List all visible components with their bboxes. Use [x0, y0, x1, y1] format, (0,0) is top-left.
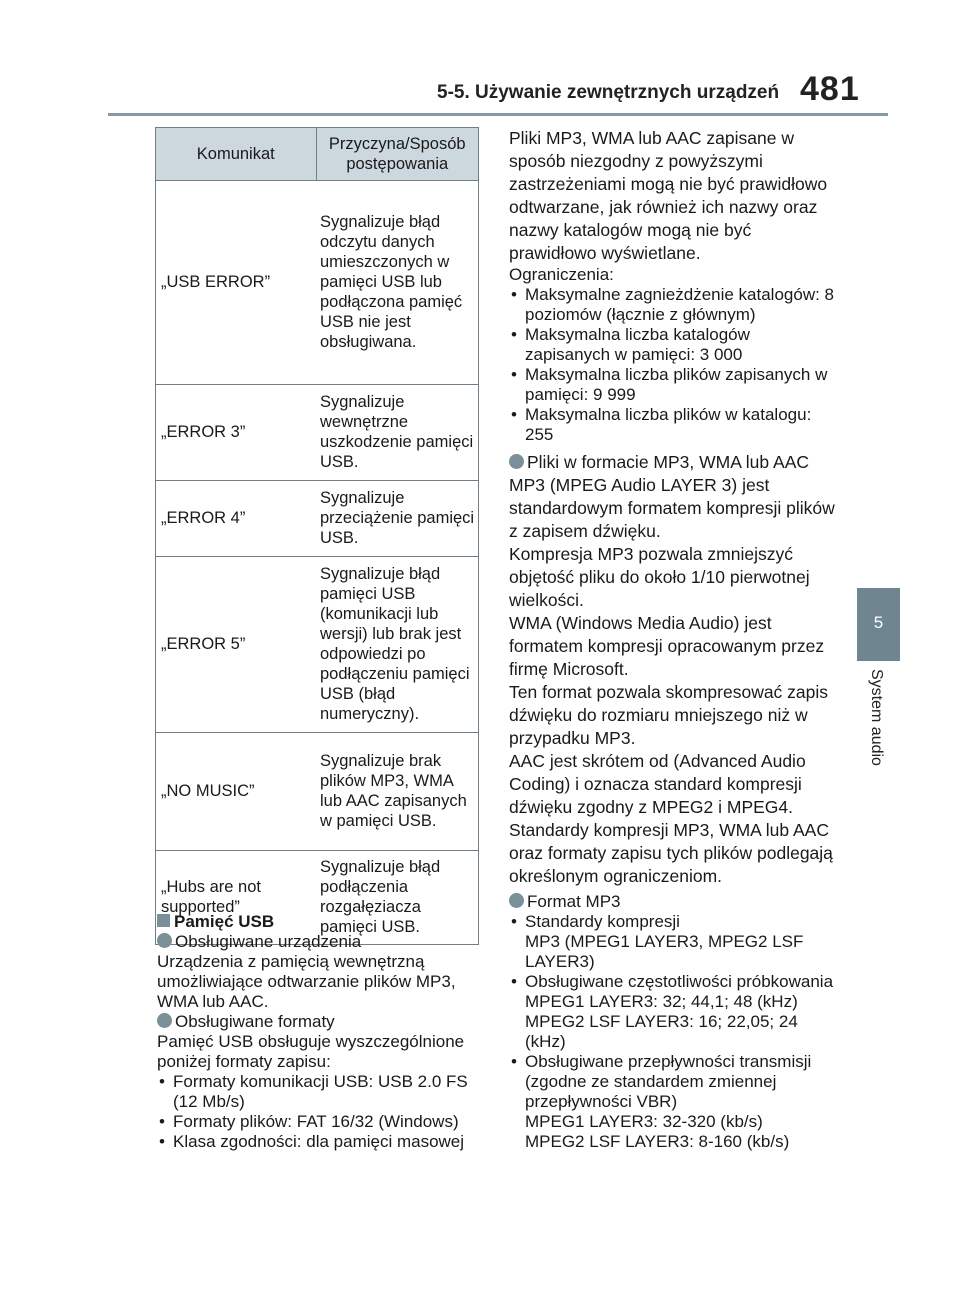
right-column [509, 127, 839, 1158]
message-cell: „ERROR 3” [156, 385, 317, 481]
table-row [156, 733, 479, 851]
page-header [0, 0, 960, 118]
list-item: • Formaty komunikacji USB: USB 2.0 FS (12 Mb/s) [157, 1072, 487, 1112]
paragraph: Kompresja MP3 pozwala zmniejszyć objętość pliku do około 1/10 pierwotnej wielkości. [509, 544, 810, 610]
list-item: • Maksymalne zagnieżdżenie katalogów: 8 poziomów (łącznie z głównym) [509, 285, 839, 325]
formats-text: Pamięć USB obsługuje wyszczególnione poniżej formaty zapisu: [157, 1032, 465, 1071]
list-item-title: • Obsługiwane przepływności transmisji (zgodne ze standardem zmiennej przepływności VBR) [525, 1052, 812, 1111]
list-item: • Maksymalna liczba plików w katalogu: 255 [509, 405, 839, 445]
intro-paragraph: Pliki MP3, WMA lub AAC zapisane w sposób niezgodny z powyższymi zastrzeżeniami mogą nie być prawidłowo odtwarzane, jak również ich nazwy oraz nazwy katalogów mogą nie być prawidłowo wyświetlane. [509, 128, 828, 263]
list-item: • Maksymalna liczba katalogów zapisanych w pamięci: 3 000 [509, 325, 839, 365]
table-row [156, 385, 479, 481]
chapter-number: 5 [873, 613, 884, 632]
chapter-tab [857, 588, 900, 661]
message-cell: „NO MUSIC” [156, 733, 317, 851]
list-item [509, 912, 839, 972]
paragraph: MP3 (MPEG Audio LAYER 3) jest standardowym formatem kompresji plików z zapisem dźwięku. [509, 475, 835, 541]
chapter-label [867, 669, 889, 809]
header-divider [108, 113, 888, 116]
chapter-label-text: System audio [868, 669, 885, 766]
section-title: 5-5. Używanie zewnętrznych urządzeń [437, 82, 780, 103]
table-header-row [156, 128, 479, 181]
list-item-line: MPEG1 LAYER3: 32-320 (kb/s) [525, 1112, 763, 1131]
limits-label: Ograniczenia: [509, 265, 614, 284]
formats-heading: Obsługiwane formaty [157, 1012, 487, 1032]
mp3-list [509, 912, 839, 1152]
list-item-line: MP3 (MPEG1 LAYER3, MPEG2 LSF LAYER3) [525, 932, 804, 971]
devices-heading: Obsługiwane urządzenia [157, 932, 487, 952]
limits-list [509, 285, 839, 445]
list-item [509, 972, 839, 1052]
left-column [157, 912, 487, 1158]
header-message: Komunikat [156, 128, 317, 181]
table-row [156, 481, 479, 557]
cause-cell: Sygnalizuje brak plików MP3, WMA lub AAC zapisanych w pamięci USB. [316, 733, 479, 851]
table-row [156, 181, 479, 385]
message-table [155, 127, 479, 945]
cause-cell: Sygnalizuje błąd odczytu danych umieszczonych w pamięci USB lub podłączona pamięć USB nie jest obsługiwana. [316, 181, 479, 385]
paragraph: AAC jest skrótem od (Advanced Audio Coding) i oznacza standard kompresji dźwięku zgodny z MPEG2 i MPEG4. [509, 751, 806, 817]
page-number: 481 [800, 70, 860, 108]
files-heading: Pliki w formacie MP3, WMA lub AAC [509, 451, 839, 474]
list-item-title: • Standardy kompresji [525, 912, 680, 931]
table-row [156, 557, 479, 733]
devices-text: Urządzenia z pamięcią wewnętrzną umożliwiające odtwarzanie plików MP3, WMA lub AAC. [157, 952, 456, 1011]
list-item-line: MPEG2 LSF LAYER3: 16; 22,05; 24 (kHz) [525, 1012, 798, 1051]
cause-cell: Sygnalizuje błąd podłączenia rozgałęziacza pamięci USB. [316, 851, 479, 945]
message-cell: „ERROR 4” [156, 481, 317, 557]
paragraph: WMA (Windows Media Audio) jest formatem kompresji opracowanym przez firmę Microsoft. [509, 613, 825, 679]
cause-cell: Sygnalizuje błąd pamięci USB (komunikacji lub wersji) lub brak jest odpowiedzi po podłączeniu pamięci USB (błąd numeryczny). [316, 557, 479, 733]
message-cell: „USB ERROR” [156, 181, 317, 385]
list-item-title: • Obsługiwane częstotliwości próbkowania [525, 972, 834, 991]
list-item [509, 1052, 839, 1152]
formats-list [157, 1072, 487, 1152]
list-item: • Klasa zgodności: dla pamięci masowej [157, 1132, 487, 1152]
paragraph: Standardy kompresji MP3, WMA lub AAC oraz formaty zapisu tych plików podlegają określonym ograniczeniom. [509, 820, 833, 886]
list-item: • Formaty plików: FAT 16/32 (Windows) [157, 1112, 487, 1132]
mp3-heading: Format MP3 [509, 892, 839, 912]
usb-heading: Pamięć USB [157, 912, 487, 932]
cause-cell: Sygnalizuje wewnętrzne uszkodzenie pamięci USB. [316, 385, 479, 481]
header-cause: Przyczyna/Sposób postępowania [316, 128, 479, 181]
cause-cell: Sygnalizuje przeciążenie pamięci USB. [316, 481, 479, 557]
list-item: • Maksymalna liczba plików zapisanych w pamięci: 9 999 [509, 365, 839, 405]
message-cell: „Hubs are not supported” [156, 851, 317, 945]
list-item-line: MPEG2 LSF LAYER3: 8-160 (kb/s) [525, 1132, 790, 1151]
list-item-line: MPEG1 LAYER3: 32; 44,1; 48 (kHz) [525, 992, 798, 1011]
message-cell: „ERROR 5” [156, 557, 317, 733]
paragraph: Ten format pozwala skompresować zapis dźwięku do rozmiaru mniejszego niż w przypadku MP3. [509, 682, 829, 748]
